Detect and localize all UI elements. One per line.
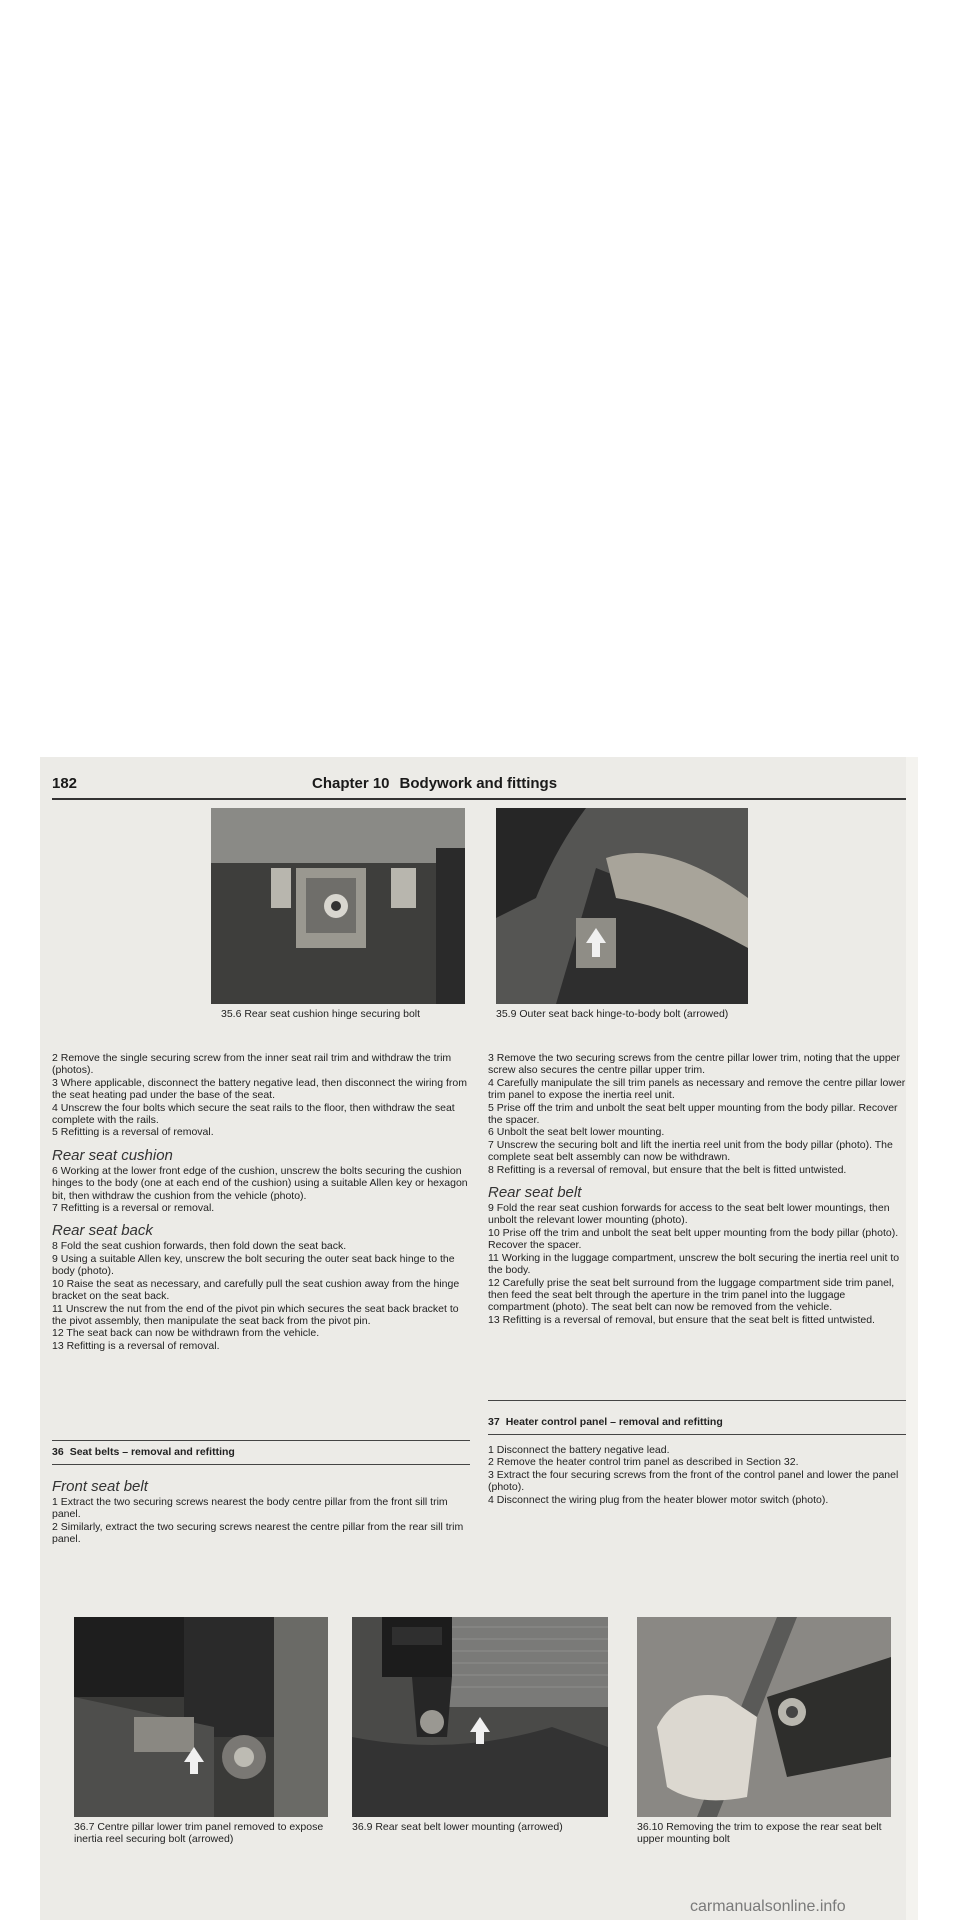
subheading-rear-seat-back: Rear seat back: [52, 1222, 153, 1240]
subheading-rear-seat-belt: Rear seat belt: [488, 1184, 582, 1202]
section-number: 37: [488, 1416, 500, 1428]
para: 13 Refitting is a reversal of removal.: [52, 1339, 220, 1352]
para: 7 Unscrew the securing bolt and lift the inertia reel unit from the body pillar (photo). The complete seat belt assembly can now be withdrawn.: [488, 1138, 893, 1164]
page-edge: [906, 757, 918, 1920]
para: 6 Unbolt the seat belt lower mounting.: [488, 1126, 665, 1139]
para: 10 Prise off the trim and unbolt the seat belt upper mounting from the body pillar (photo). Recover the spacer.: [488, 1226, 899, 1252]
para: 8 Fold the seat cushion forwards, then fold down the seat back.: [52, 1240, 347, 1253]
caption-35-6: 35.6 Rear seat cushion hinge securing bolt: [221, 1008, 421, 1020]
para: 1 Disconnect the battery negative lead.: [488, 1444, 670, 1456]
caption-36-9: 36.9 Rear seat belt lower mounting (arrowed): [352, 1821, 563, 1833]
photo-centre-pillar-trim: [74, 1617, 328, 1817]
watermark: carmanualsonline.info: [690, 1898, 846, 1915]
section-rule: [52, 1464, 470, 1465]
para: 1 Extract the two securing screws nearest the body centre pillar from the front sill trim panel.: [52, 1496, 448, 1521]
para: 3 Remove the two securing screws from the centre pillar lower trim, noting that the upper screw also secures the centre pillar upper trim.: [488, 1052, 901, 1077]
photo-rear-seat-belt-lower-mounting: [352, 1617, 608, 1817]
subheading-front-seat-belt: Front seat belt: [52, 1478, 148, 1495]
para: 8 Refitting is a reversal of removal, but ensure that the belt is fitted untwisted.: [488, 1163, 847, 1176]
para: 12 Carefully prise the seat belt surround from the luggage compartment side trim panel, then feed the seat belt through the aperture in the trim panel into the luggage compartment (photo). The seat belt can now be removed from the vehicle.: [488, 1276, 895, 1314]
page-number: 182: [52, 775, 78, 792]
subheading-rear-seat-cushion: Rear seat cushion: [52, 1146, 173, 1164]
photo-outer-seat-back-hinge: [496, 808, 748, 1004]
para: 12 The seat back can now be withdrawn from the vehicle.: [52, 1327, 320, 1340]
section-title: Seat belts – removal and refitting: [69, 1446, 235, 1458]
section-37-heading: [488, 1416, 906, 1428]
photo-rear-seat-cushion-hinge: [211, 808, 465, 1004]
para: 4 Disconnect the wiring plug from the heater blower motor switch (photo).: [488, 1493, 829, 1506]
caption-35-9: 35.9 Outer seat back hinge-to-body bolt (arrowed): [496, 1008, 729, 1020]
section-rule: [52, 1440, 470, 1441]
para: 3 Where applicable, disconnect the battery negative lead, then disconnect the wiring from the seat heating pad under the base of the seat.: [52, 1076, 467, 1102]
para: 9 Fold the rear seat cushion forwards for access to the seat belt lower mountings, then unbolt the relevant lower mounting (photo).: [488, 1202, 890, 1227]
section-rule: [488, 1434, 906, 1435]
section-title: Heater control panel – removal and refitting: [505, 1416, 723, 1428]
section-rule: [488, 1400, 906, 1401]
header-rule: [52, 798, 906, 800]
section-number: 36: [52, 1446, 64, 1458]
caption-36-10: 36.10 Removing the trim to expose the rear seat belt upper mounting bolt: [637, 1821, 882, 1845]
para: 11 Unscrew the nut from the end of the pivot pin which secures the seat back bracket to the pivot assembly, then manipulate the seat back from the pivot pin.: [52, 1302, 459, 1327]
right-column: [488, 1052, 906, 1326]
para: 5 Prise off the trim and unbolt the seat belt upper mounting from the body pillar. Recover the spacer.: [488, 1101, 898, 1127]
para: 6 Working at the lower front edge of the cushion, unscrew the bolts securing the cushion hinges to the body (one at each end of the cushion) using a suitable Allen key or hexagon bit, then withdraw the cushion from the vehicle (photo).: [52, 1164, 468, 1202]
para: 5 Refitting is a reversal of removal.: [52, 1126, 214, 1139]
para: 2 Remove the single securing screw from the inner seat rail trim and withdraw the trim (photos).: [52, 1052, 452, 1077]
para: 3 Extract the four securing screws from the front of the control panel and lower the panel (photo).: [488, 1468, 899, 1494]
chapter-title: Bodywork and fittings: [399, 775, 558, 792]
para: 4 Unscrew the four bolts which secure the seat rails to the floor, then withdraw the seat complete with the rails.: [52, 1101, 455, 1127]
chapter-label: Chapter 10: [312, 775, 390, 792]
para: 7 Refitting is a reversal or removal.: [52, 1202, 215, 1215]
chapter-heading: [312, 775, 557, 792]
page-header: [52, 775, 906, 799]
section-36-heading: [52, 1446, 470, 1458]
photo-rear-seat-belt-upper-mounting: [637, 1617, 891, 1817]
para: 10 Raise the seat as necessary, and carefully pull the seat cushion away from the hinge bracket on the seat back.: [52, 1277, 460, 1303]
right-column-2: [488, 1444, 906, 1506]
para: 13 Refitting is a reversal of removal, but ensure that the seat belt is fitted untwisted.: [488, 1313, 875, 1326]
para: 2 Similarly, extract the two securing screws nearest the centre pillar from the rear sill trim panel.: [52, 1520, 464, 1546]
para: 11 Working in the luggage compartment, unscrew the bolt securing the inertia reel unit to the body.: [488, 1251, 900, 1277]
left-column-2: [52, 1470, 470, 1546]
caption-36-7: 36.7 Centre pillar lower trim panel removed to expose inertia reel securing bolt (arrowed): [74, 1821, 324, 1845]
left-column: [52, 1052, 470, 1352]
para: 2 Remove the heater control trim panel as described in Section 32.: [488, 1456, 799, 1469]
para: 9 Using a suitable Allen key, unscrew the bolt securing the outer seat back hinge to the body (photo).: [52, 1252, 455, 1278]
para: 4 Carefully manipulate the sill trim panels as necessary and remove the centre pillar lower trim panel to expose the inertia reel unit.: [488, 1076, 906, 1102]
